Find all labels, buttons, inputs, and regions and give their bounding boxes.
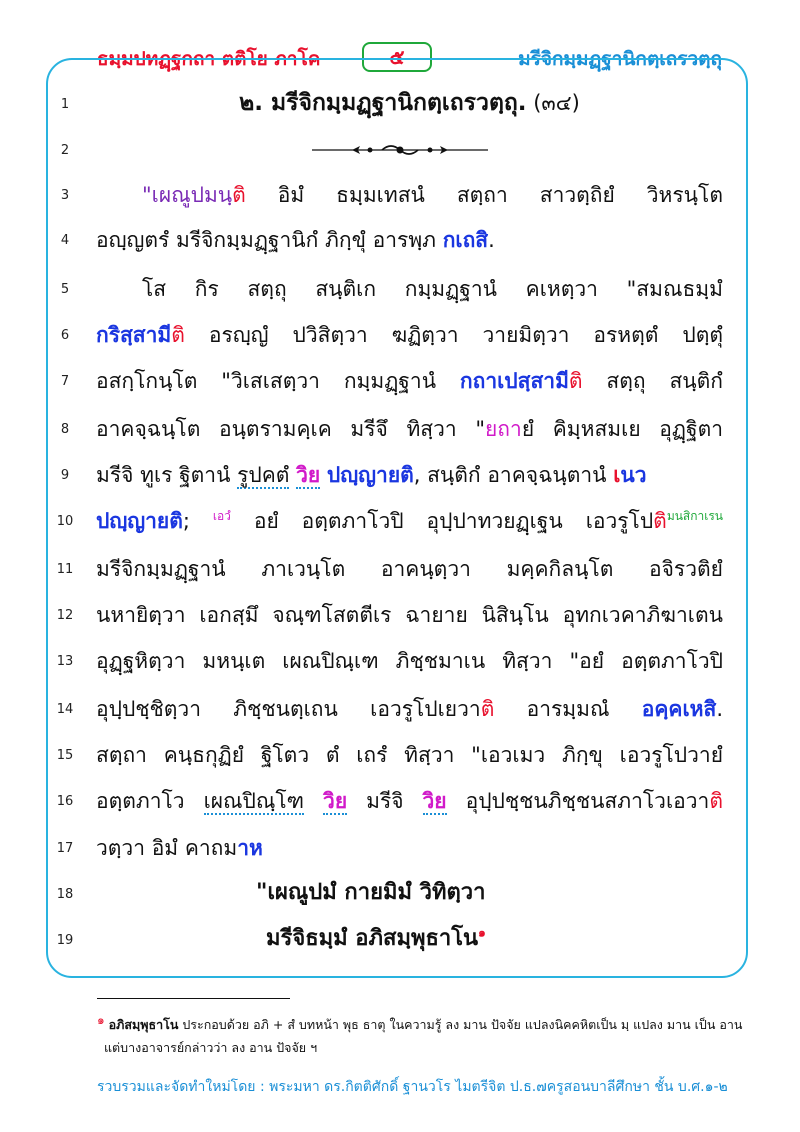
word: "เผณูปมนฺติ bbox=[142, 183, 246, 207]
line-number: 19 bbox=[56, 933, 74, 948]
text-run: , สนฺติกํ อาคจฺฉนฺตานํ bbox=[413, 463, 614, 487]
line-number: 12 bbox=[56, 608, 74, 623]
word: มหนฺเต bbox=[202, 649, 266, 673]
word: ปตฺตุํ bbox=[682, 323, 723, 347]
line-number: 4 bbox=[60, 233, 70, 248]
line-number: 16 bbox=[56, 794, 74, 809]
line-number: 1 bbox=[60, 97, 70, 112]
line-number: 5 bbox=[60, 282, 70, 297]
page-footer bbox=[97, 1076, 728, 1098]
word: อคฺคเหสิ. bbox=[641, 697, 723, 721]
keyword: นว bbox=[620, 463, 647, 487]
text-run: มรีจิ ทูเร ฐิตานํ bbox=[96, 463, 238, 487]
text-line-14 bbox=[96, 694, 723, 724]
title-text: ๒. มรีจิกมฺมฏฺฐานิกตฺเถรวตฺถุ. bbox=[239, 90, 527, 116]
text-run: อญฺญตรํ มรีจิกมฺมฏฺฐานิกํ ภิกฺขุํ อารพฺภ bbox=[96, 228, 443, 252]
text-line-17 bbox=[96, 833, 723, 863]
word: กมฺมฏฺฐานํ bbox=[343, 369, 437, 393]
text-line-5 bbox=[96, 274, 723, 304]
word: ปวิสิตฺวา bbox=[292, 323, 368, 347]
word: อรหตฺตํ bbox=[593, 323, 659, 347]
word: กิร bbox=[194, 277, 219, 301]
word: อรญฺญํ bbox=[208, 323, 269, 347]
text-line-6 bbox=[96, 320, 723, 350]
running-header-right: มรีจิกมฺมฏฺฐานิกตฺเถรวตฺถุ bbox=[518, 48, 722, 70]
word: ฉายาย bbox=[405, 603, 468, 627]
keyword: กเถสิ bbox=[442, 228, 489, 252]
line-number: 18 bbox=[56, 887, 74, 902]
word: วายมิตฺวา bbox=[482, 323, 570, 347]
line-number: 10 bbox=[56, 514, 74, 529]
word: ภิชฺชมาเน bbox=[395, 649, 486, 673]
word: อุปฺปาทวยฏฺเฐน bbox=[426, 509, 563, 533]
word: "เอวเมว bbox=[471, 743, 546, 767]
word: เอกสฺมึ bbox=[199, 603, 259, 627]
footer-course: ครูสอนบาลีศึกษา ชั้น บ.ศ.๑-๒ bbox=[546, 1079, 728, 1095]
text-line-15 bbox=[96, 740, 723, 770]
word: อิมํ bbox=[277, 183, 305, 207]
line-number: 15 bbox=[56, 748, 74, 763]
footnote-continued: แต่บางอาจารย์กล่าวว่า ลง อาน ปัจจัย ฯ bbox=[104, 1040, 318, 1055]
footnote-ref: ๑ bbox=[478, 925, 486, 940]
keyword: ปญฺญายติ bbox=[326, 463, 414, 487]
footnote-marker: ๑ bbox=[97, 1012, 105, 1027]
word: กริสฺสามีติ bbox=[96, 323, 185, 347]
word: เถรํ bbox=[356, 743, 388, 767]
verse-line-2 bbox=[96, 924, 723, 954]
word: ตํ bbox=[325, 743, 340, 767]
word: เผณปิณฺเฑ bbox=[282, 649, 379, 673]
keyword-viya: วิย bbox=[296, 463, 321, 487]
word: $^{เอวํ}$ อยํ bbox=[212, 509, 279, 533]
word: "ยถายํ bbox=[475, 417, 535, 441]
footnote-text: ประกอบด้วย อภิ + สํ บทหน้า พุธ ธาตุ ในความรู้ ลง มาน ปัจจัย แปลงนิคคหิตเป็น มฺ แปลง มาน เป็น อาน bbox=[178, 1017, 743, 1032]
word: อุทกเวคาภิฆาเตน bbox=[562, 603, 723, 627]
word: อนฺตรามคฺเค bbox=[218, 417, 332, 441]
word: "อยํ bbox=[569, 649, 605, 673]
word: อตฺตภาโวปิ bbox=[301, 509, 404, 533]
line-number: 3 bbox=[60, 188, 70, 203]
word: กถาเปสฺสามีติ bbox=[459, 369, 583, 393]
text-line-11 bbox=[96, 554, 723, 584]
word: ธมฺมเทสนํ bbox=[336, 183, 425, 207]
page-number: ๕ bbox=[362, 42, 432, 72]
word: สตฺถา bbox=[96, 743, 147, 767]
footnote-rule bbox=[97, 998, 290, 999]
word: สาวตฺถิยํ bbox=[539, 183, 615, 207]
word: "วิเสเสตฺวา bbox=[221, 369, 320, 393]
word: สตฺถุ bbox=[247, 277, 287, 301]
word: สนฺติเก bbox=[315, 277, 377, 301]
line-number: 13 bbox=[56, 654, 74, 669]
word: สนฺติกํ bbox=[669, 369, 723, 393]
word: ปญฺญายติ; bbox=[96, 509, 190, 533]
word: ภิกฺขุ bbox=[561, 743, 603, 767]
line-number: 11 bbox=[56, 562, 74, 577]
word: กมฺมฏฺฐานํ bbox=[404, 277, 497, 301]
word: อุฏฺฐิตา bbox=[659, 417, 723, 441]
word: อุฏฺฐหิตฺวา bbox=[96, 649, 186, 673]
word: สตฺถา bbox=[456, 183, 508, 207]
word: อุปฺปชฺชนภิชฺชนสภาโวเอวาติ bbox=[465, 789, 723, 813]
word: นิสินฺโน bbox=[481, 603, 549, 627]
word: เอวรูโปวายํ bbox=[619, 743, 724, 767]
text-line-8 bbox=[96, 414, 723, 444]
footer-author: รวบรวมและจัดทำใหม่โดย : พระมหา ดร.กิตติศักดิ์ ฐานวโร ไมตรีจิต ป.ธ.๗ bbox=[97, 1079, 547, 1095]
word: วิหรนฺโต bbox=[646, 183, 723, 207]
word: อาคนฺตฺวา bbox=[380, 557, 471, 581]
word: มรีจิกมฺมฏฺฐานํ bbox=[96, 557, 226, 581]
word: ทิสฺวา bbox=[502, 649, 553, 673]
word: ฆฏิตฺวา bbox=[391, 323, 459, 347]
word: เอวรูโปเยวาติ bbox=[370, 697, 495, 721]
word: จณฺฑโสตตีเร bbox=[272, 603, 392, 627]
footnote-term: อภิสมฺพุธาโน bbox=[108, 1017, 179, 1032]
keyword-viya: วิย bbox=[422, 789, 447, 813]
word: อสกฺโกนฺโต bbox=[96, 369, 198, 393]
word: "สมณธมฺมํ bbox=[626, 277, 723, 301]
word: คเหตฺวา bbox=[525, 277, 598, 301]
word: ภิชฺชนตฺเถน bbox=[233, 697, 338, 721]
word: ทิสฺวา bbox=[406, 417, 457, 441]
line-number: 14 bbox=[56, 702, 74, 717]
line-number: 2 bbox=[60, 143, 70, 158]
word: มรีจึ bbox=[350, 417, 388, 441]
text-line-7 bbox=[96, 366, 723, 396]
keyword: าห bbox=[237, 836, 263, 860]
verse-line-1: "เผณูปมํ กายมิมํ วิทิตฺวา bbox=[256, 880, 486, 905]
word: สตฺถุ bbox=[606, 369, 646, 393]
word: อตฺตภาโว bbox=[96, 789, 185, 813]
word: ทิสฺวา bbox=[404, 743, 455, 767]
story-title bbox=[96, 88, 723, 118]
word: อาคจฺฉนฺโต bbox=[96, 417, 201, 441]
punct: . bbox=[488, 228, 495, 252]
footnote bbox=[97, 1012, 743, 1036]
word: โส bbox=[142, 277, 167, 301]
word: อารมฺมณํ bbox=[526, 697, 610, 721]
running-header-left: ธมฺมปทฏฺฐกถา ตติโย ภาโค bbox=[97, 48, 321, 70]
line-number: 9 bbox=[60, 468, 70, 483]
text-line-9 bbox=[96, 460, 723, 490]
word: คิมฺหสมเย bbox=[552, 417, 641, 441]
word: มรีจิ bbox=[366, 789, 404, 813]
line-number: 17 bbox=[56, 841, 74, 856]
word: นหายิตฺวา bbox=[96, 603, 186, 627]
line-number: 8 bbox=[60, 422, 70, 437]
text-line-4 bbox=[96, 225, 723, 255]
word: ฐิโตว bbox=[260, 743, 310, 767]
title-number: (๓๔) bbox=[533, 91, 580, 115]
word: มคฺคกิลนฺโต bbox=[506, 557, 614, 581]
highlight-char: เ bbox=[613, 463, 621, 487]
line-number: 6 bbox=[60, 328, 70, 343]
text-run: วตฺวา อิมํ คาถม bbox=[96, 836, 238, 860]
ornament-divider-icon bbox=[312, 140, 488, 160]
keyword-viya: วิย bbox=[323, 789, 348, 813]
underlined-word: รูปคตํ bbox=[237, 463, 290, 487]
text-line-10 bbox=[96, 506, 723, 536]
word: เอวรูโปติ$^{มนสิกาเรน}$ bbox=[585, 509, 724, 533]
word: ภาเวนฺโต bbox=[261, 557, 346, 581]
text-line-16 bbox=[96, 786, 723, 816]
verse-text: มรีจิธมฺมํ อภิสมฺพุธาโน bbox=[266, 926, 479, 951]
word: อจิรวติยํ bbox=[649, 557, 723, 581]
underlined-word: เผณปิณฺโฑ bbox=[203, 789, 305, 813]
text-line-13 bbox=[96, 646, 723, 676]
line-number: 7 bbox=[60, 374, 70, 389]
word: อตฺตภาโวปิ bbox=[621, 649, 724, 673]
word: อุปฺปชฺชิตฺวา bbox=[96, 697, 201, 721]
word: คนฺธกุฏิยํ bbox=[163, 743, 245, 767]
text-line-12 bbox=[96, 600, 723, 630]
text-line-3 bbox=[96, 180, 723, 210]
